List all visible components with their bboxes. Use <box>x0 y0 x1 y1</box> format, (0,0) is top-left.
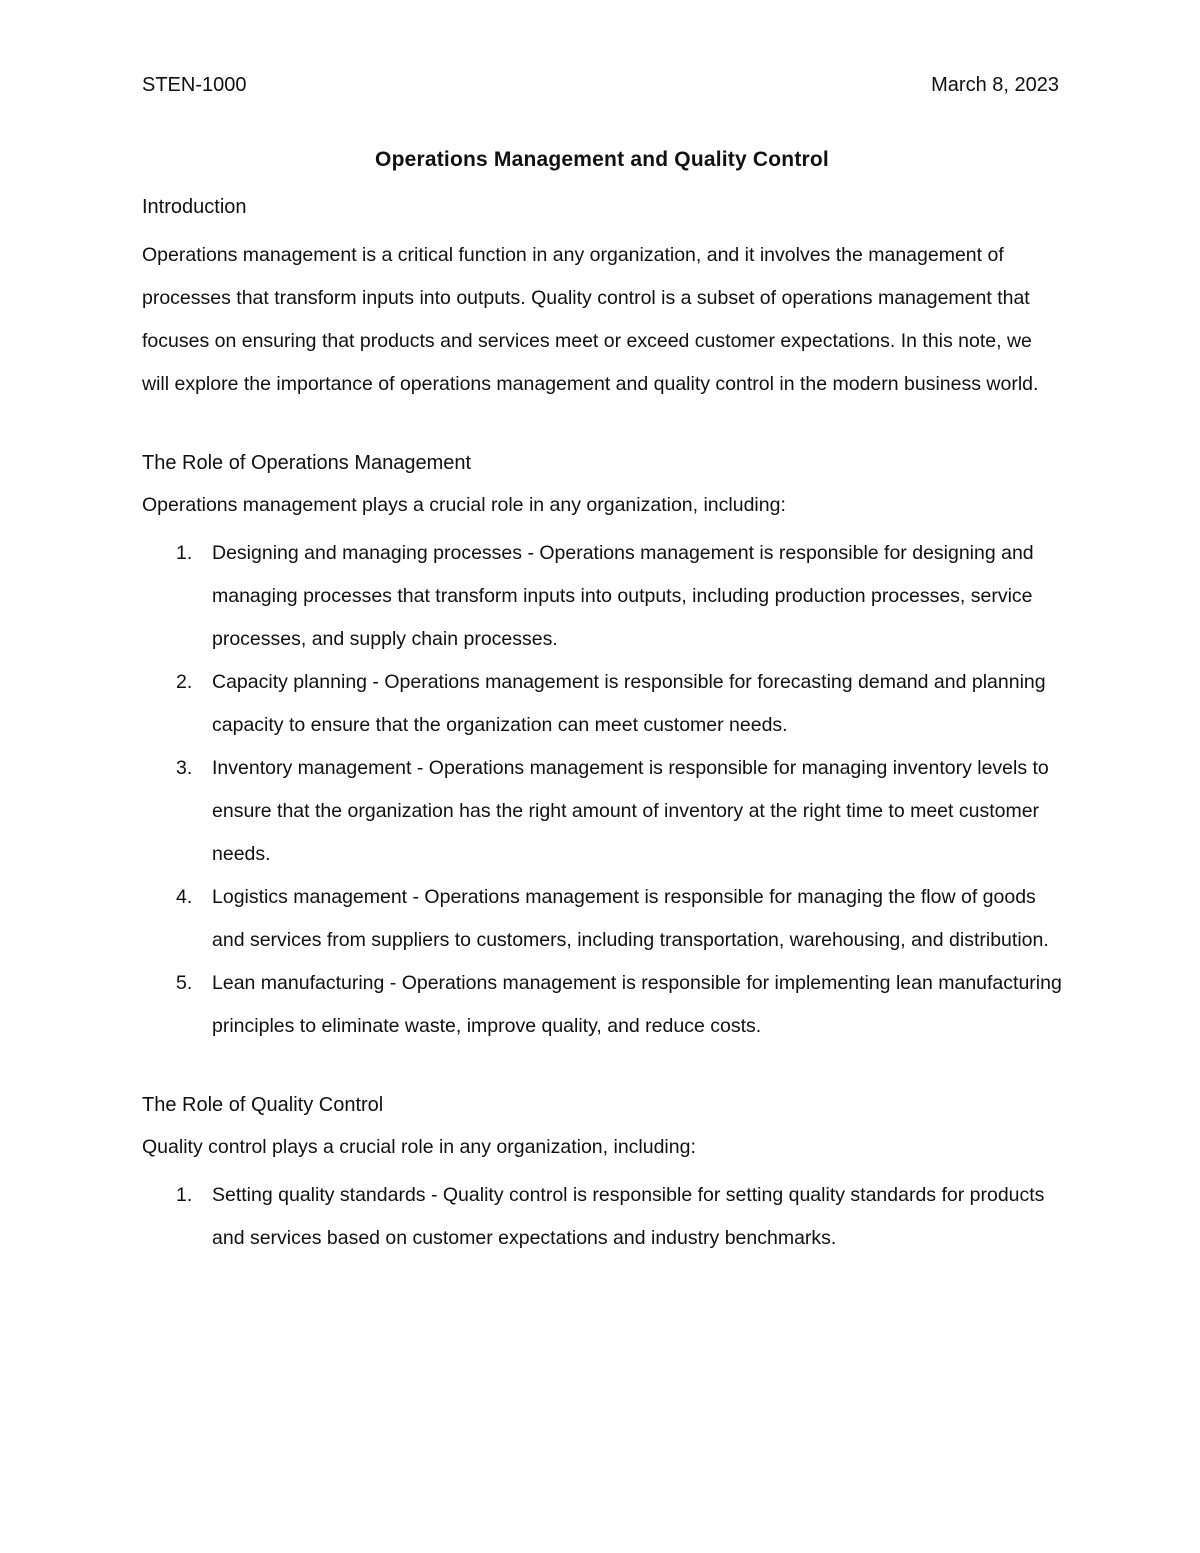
section-spacer <box>142 1048 1062 1090</box>
list-item-text: Lean manufacturing - Operations management is responsible for implementing lean manufacturing principles to eliminate waste, improve quality, and reduce costs. <box>212 972 1062 1037</box>
quality-list <box>142 1174 1062 1260</box>
list-item <box>142 962 1062 1048</box>
list-item-number: 2. <box>176 671 193 693</box>
document-title: Operations Management and Quality Control <box>375 148 829 171</box>
quality-intro: Quality control plays a crucial role in any organization, including: <box>142 1136 696 1158</box>
list-item-number: 3. <box>176 757 193 779</box>
header-date: March 8, 2023 <box>931 74 1059 96</box>
header-course-code: STEN-1000 <box>142 74 247 96</box>
quality-heading: The Role of Quality Control <box>142 1094 384 1116</box>
operations-list <box>142 532 1062 1048</box>
section-spacer <box>142 406 1062 448</box>
list-item <box>142 747 1062 876</box>
list-item <box>142 876 1062 962</box>
list-item-number: 1. <box>176 542 193 564</box>
introduction-heading: Introduction <box>142 196 247 218</box>
list-item-text: Inventory management - Operations management is responsible for managing inventory levels to ensure that the organization has the right amount of inventory at the right time to meet customer needs. <box>212 757 1049 865</box>
list-item <box>142 1174 1062 1260</box>
list-item <box>142 661 1062 747</box>
list-item-number: 5. <box>176 972 193 994</box>
list-item-text: Setting quality standards - Quality control is responsible for setting quality standards for products and services based on customer expectations and industry benchmarks. <box>212 1184 1045 1249</box>
list-item-text: Logistics management - Operations management is responsible for managing the flow of goods and services from suppliers to customers, including transportation, warehousing, and distribution. <box>212 886 1049 951</box>
list-item-text: Capacity planning - Operations management is responsible for forecasting demand and planning capacity to ensure that the organization can meet customer needs. <box>212 671 1046 736</box>
list-item-text: Designing and managing processes - Operations management is responsible for designing and managing processes that transform inputs into outputs, including production processes, service processes, and supply chain processes. <box>212 542 1034 650</box>
list-item-number: 4. <box>176 886 193 908</box>
list-item <box>142 532 1062 661</box>
list-item-number: 1. <box>176 1184 193 1206</box>
operations-heading: The Role of Operations Management <box>142 452 472 474</box>
introduction-paragraph: Operations management is a critical function in any organization, and it involves the management of processes that transform inputs into outputs. Quality control is a subset of operations management that focuses on ensuring that products and services meet or exceed customer expectations. In this note, we will explore the importance of operations management and quality control in the modern business world. <box>142 244 1039 395</box>
operations-intro: Operations management plays a crucial role in any organization, including: <box>142 494 786 516</box>
document-body <box>142 144 1062 1260</box>
